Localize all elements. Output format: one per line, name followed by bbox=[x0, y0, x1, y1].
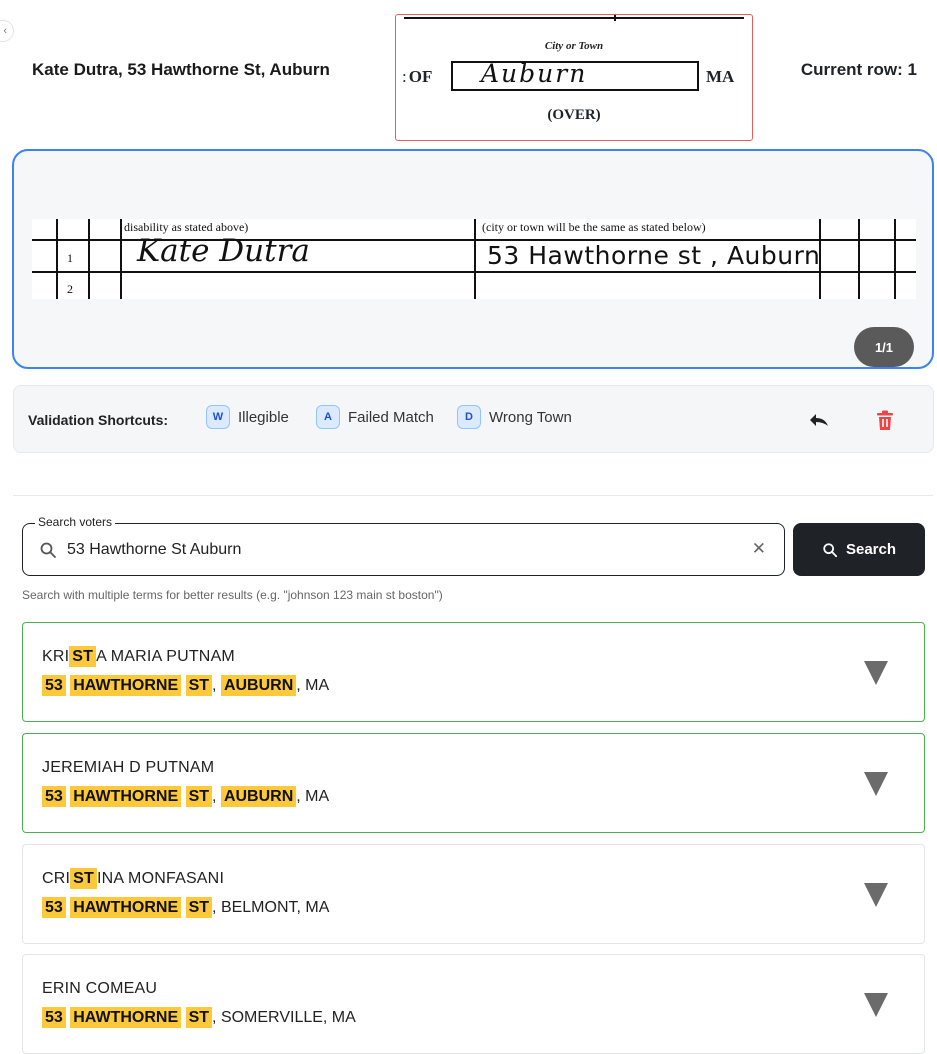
voter-line: Kate Dutra, 53 Hawthorne St, Auburn bbox=[32, 60, 330, 79]
result-address: 53 HAWTHORNE ST , SOMERVILLE, MA bbox=[42, 1009, 356, 1027]
scan-line bbox=[894, 219, 896, 299]
search-icon bbox=[39, 541, 57, 559]
snippet-rule bbox=[404, 17, 744, 19]
undo-icon[interactable] bbox=[806, 408, 832, 432]
shortcut-illegible[interactable] bbox=[206, 405, 289, 429]
header bbox=[0, 0, 937, 145]
result-name: JEREMIAH D PUTNAM bbox=[42, 759, 215, 776]
expand-arrow-icon[interactable] bbox=[864, 883, 888, 907]
scan-row-number: 1 bbox=[67, 251, 73, 265]
shortcut-wrong-town[interactable] bbox=[457, 405, 572, 429]
result-name: CRI ST INA MONFASANI bbox=[42, 870, 225, 887]
result-card[interactable] bbox=[22, 733, 925, 833]
scan-line bbox=[120, 219, 122, 299]
snippet-town: Auburn bbox=[481, 59, 588, 88]
result-address: 53 HAWTHORNE ST , BELMONT, MA bbox=[42, 899, 329, 917]
trash-icon[interactable] bbox=[874, 408, 896, 432]
search-icon bbox=[822, 542, 838, 558]
search-button-label: Search bbox=[845, 541, 897, 558]
snippet-tick bbox=[614, 15, 616, 21]
result-name: ERIN COMEAU bbox=[42, 980, 158, 997]
shortcut-key: A bbox=[316, 405, 340, 429]
chevron-left-icon: ‹ bbox=[3, 25, 7, 37]
divider bbox=[13, 495, 933, 496]
scan-line bbox=[56, 219, 58, 299]
shortcut-label: Failed Match bbox=[348, 408, 434, 426]
handwritten-address: 53 Hawthorne st , Auburn bbox=[487, 241, 821, 270]
snippet-city-label: City or Town bbox=[544, 40, 604, 52]
shortcut-label: Wrong Town bbox=[489, 408, 572, 426]
snippet-ma: MA bbox=[706, 67, 735, 86]
shortcut-label: Illegible bbox=[238, 408, 289, 426]
document-scan bbox=[32, 219, 916, 299]
shortcut-failed-match[interactable] bbox=[316, 405, 434, 429]
search-helper-text: Search with multiple terms for better results (e.g. "johnson 123 main st boston") bbox=[22, 588, 443, 602]
scan-line bbox=[858, 219, 860, 299]
search-legend: Search voters bbox=[35, 515, 115, 529]
result-name: KRI ST A MARIA PUTNAM bbox=[42, 648, 235, 665]
search-input[interactable] bbox=[67, 538, 727, 562]
search-field[interactable] bbox=[22, 515, 785, 576]
snippet-of: : OF bbox=[402, 67, 433, 86]
page-indicator: 1/1 bbox=[854, 327, 914, 367]
shortcuts-title: Validation Shortcuts: bbox=[28, 412, 169, 428]
shortcut-key: W bbox=[206, 405, 230, 429]
scan-row-number: 2 bbox=[67, 282, 73, 296]
handwritten-signature: Kate Dutra bbox=[137, 233, 310, 269]
search-button[interactable] bbox=[793, 523, 925, 576]
city-snippet-image bbox=[395, 14, 753, 141]
scan-line bbox=[474, 219, 476, 299]
scan-header-right: (city or town will be the same as stated below) bbox=[482, 220, 706, 234]
current-row: Current row: 1 bbox=[800, 60, 917, 79]
clear-icon[interactable]: ✕ bbox=[751, 539, 766, 558]
snippet-over: (OVER) bbox=[547, 107, 601, 123]
result-card[interactable] bbox=[22, 622, 925, 722]
result-card[interactable] bbox=[22, 844, 925, 944]
expand-arrow-icon[interactable] bbox=[864, 661, 888, 685]
result-card[interactable] bbox=[22, 954, 925, 1054]
scan-header-left: disability as stated above) bbox=[124, 220, 249, 234]
scan-line bbox=[88, 219, 90, 299]
result-address: 53 HAWTHORNE ST , AUBURN , MA bbox=[42, 788, 329, 806]
expand-arrow-icon[interactable] bbox=[864, 772, 888, 796]
result-address: 53 HAWTHORNE ST , AUBURN , MA bbox=[42, 677, 329, 695]
document-viewer[interactable] bbox=[12, 149, 934, 369]
expand-arrow-icon[interactable] bbox=[864, 993, 888, 1017]
shortcut-key: D bbox=[457, 405, 481, 429]
validation-shortcuts bbox=[13, 385, 934, 453]
